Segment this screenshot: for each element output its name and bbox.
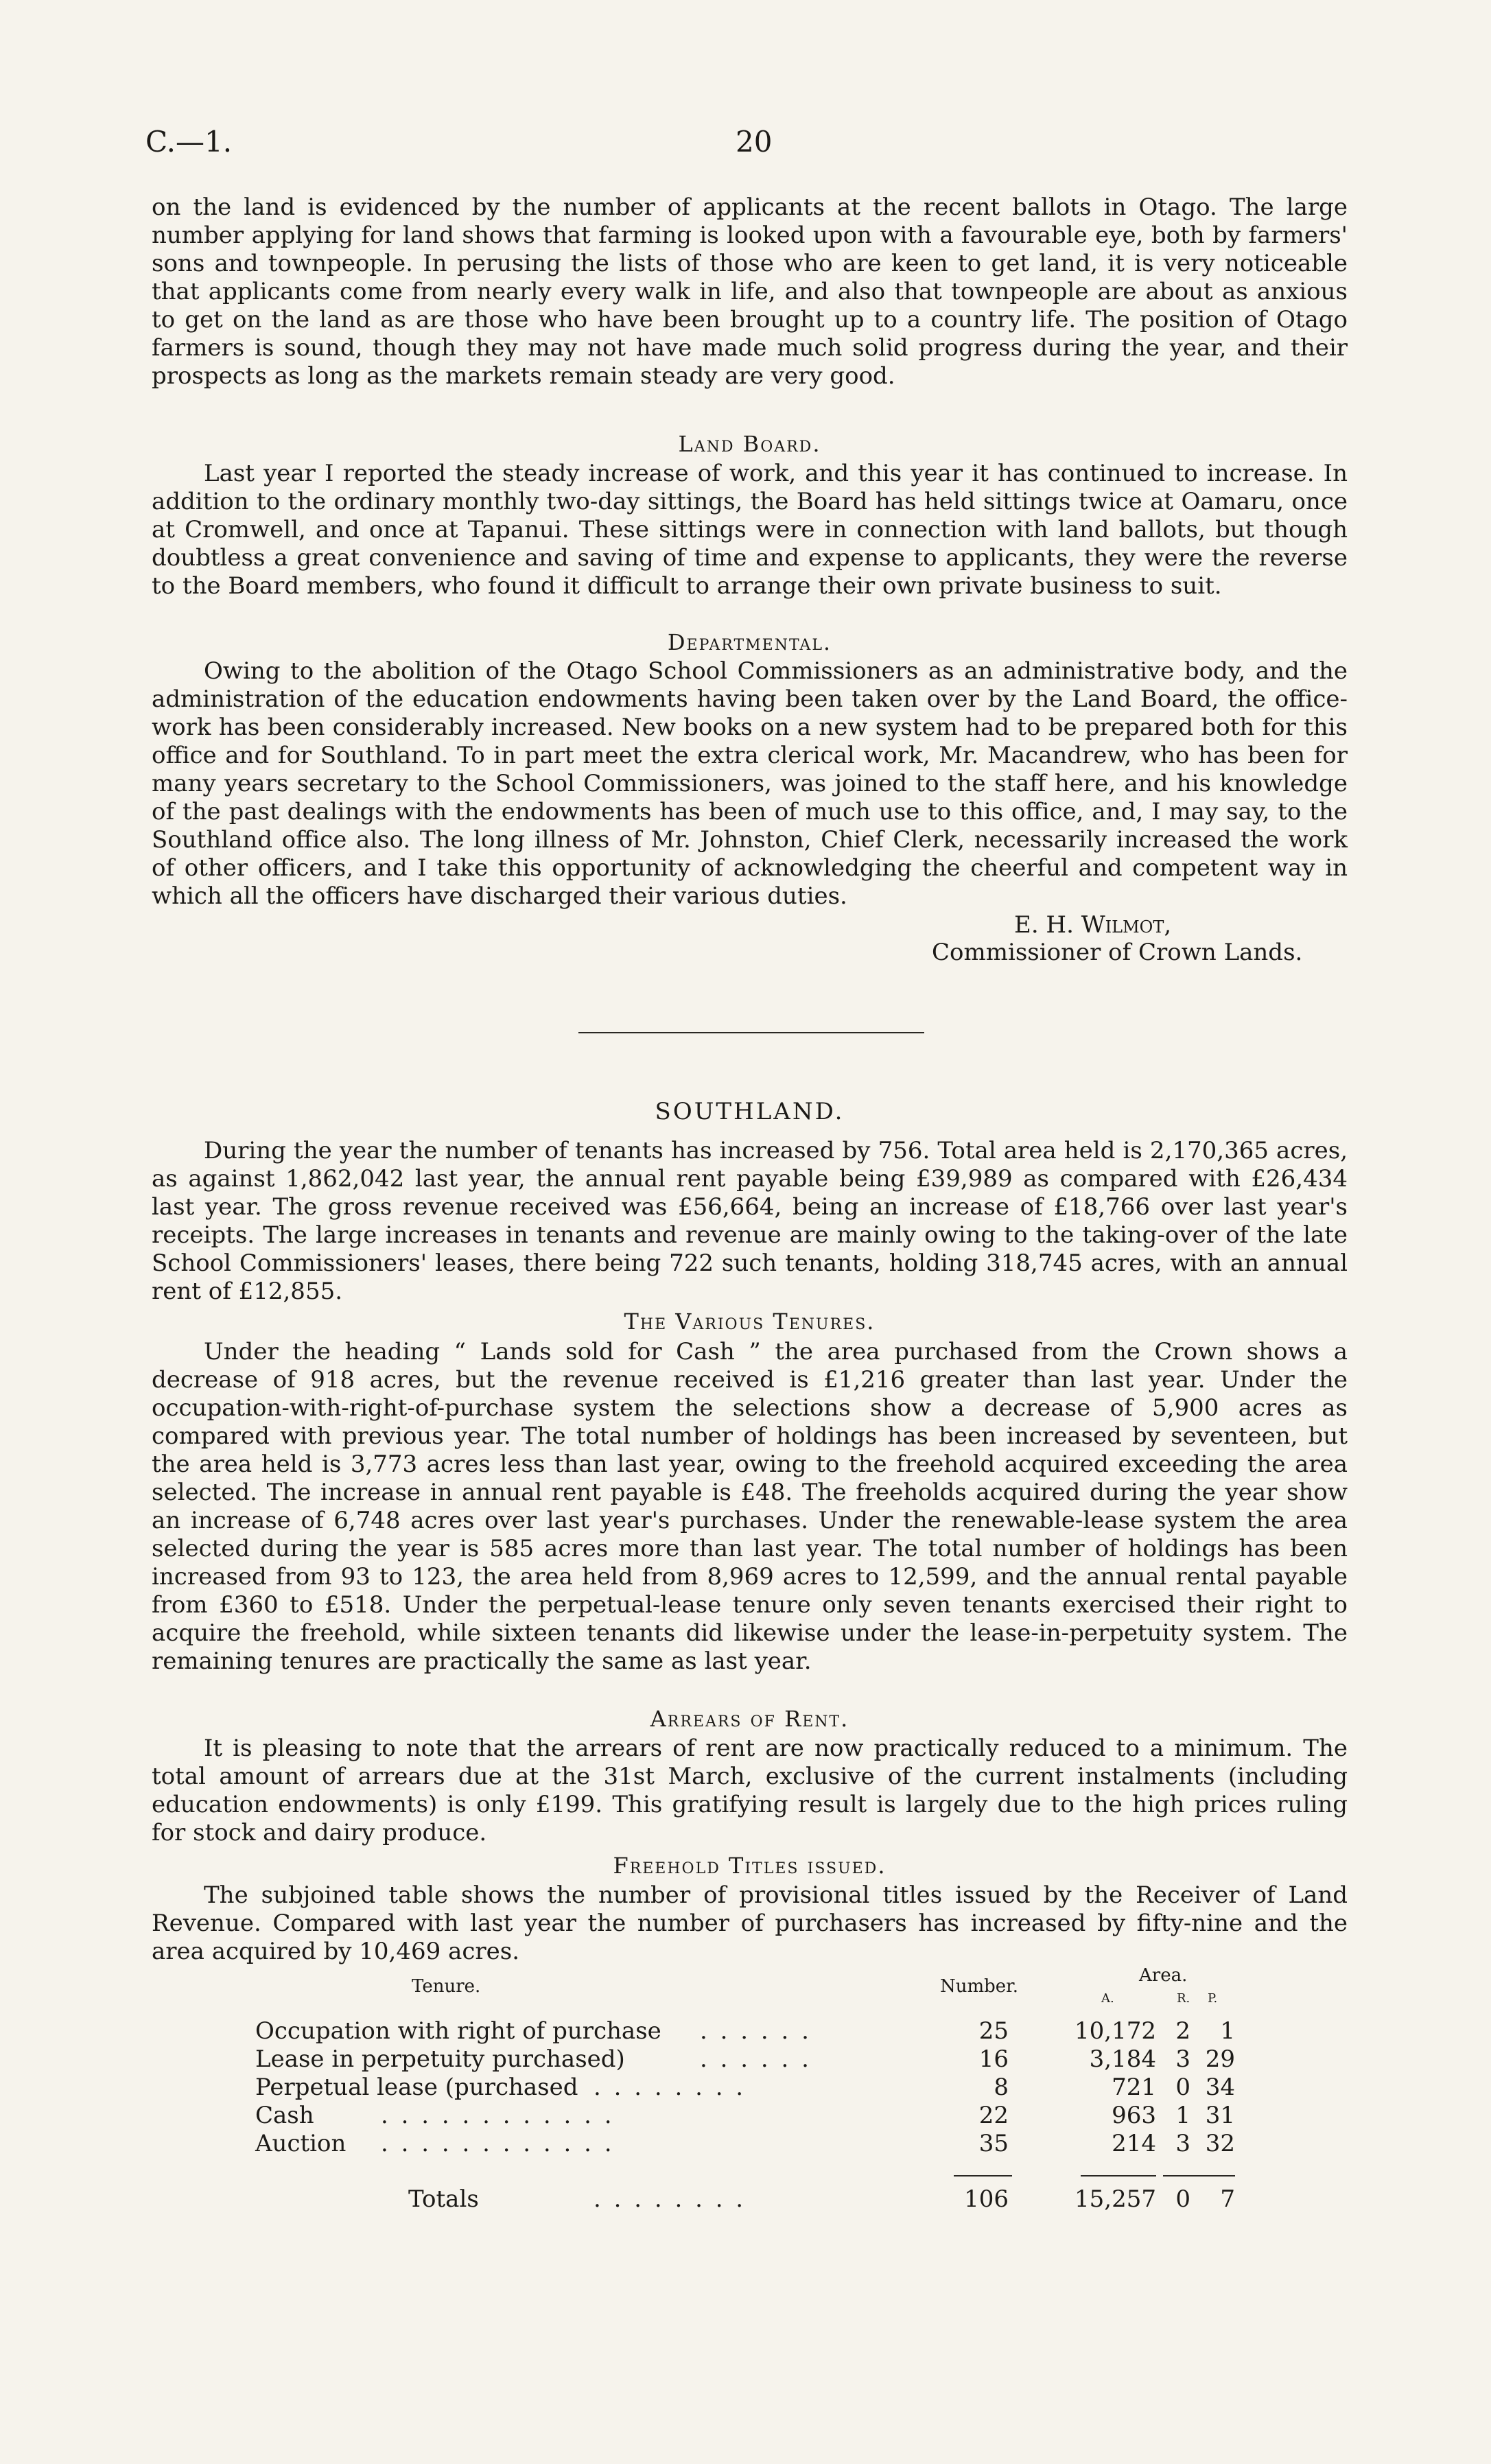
column-header-tenure: Tenure.: [412, 1976, 481, 1997]
number-cell: 35: [978, 2130, 1009, 2157]
acres-cell: 721: [1112, 2074, 1156, 2101]
freehold-paragraph: The subjoined table shows the number of provisional titles issued by the Receiver of Land Revenue. Compared with last year the number of purchasers has increased by fifty-nine and the area acquired by 10,469 acres.: [152, 1881, 1348, 1965]
column-header-roods: R.: [1177, 1991, 1190, 2006]
page-header: [145, 125, 1353, 166]
acres-total-rule: [1081, 2175, 1156, 2176]
leader-dots: . . . . . .: [700, 2045, 812, 2073]
perches-cell: 1: [1220, 2017, 1235, 2045]
leader-dots: . . . . . . . .: [594, 2074, 747, 2101]
freehold-heading: Freehold Titles issued.: [613, 1853, 887, 1879]
leader-dots: . . . . . . . .: [594, 2185, 747, 2213]
acres-cell: 214: [1112, 2130, 1156, 2157]
tenure-cell: Lease in perpetuity purchased): [255, 2045, 625, 2073]
signature-title: Commissioner of Crown Lands.: [932, 939, 1303, 966]
leader-dots: . . . . . .: [700, 2017, 812, 2045]
departmental-paragraph: Owing to the abolition of the Otago School Commissioners as an administrative body, and the administration of the education endowments having been taken over by the Land Board, the office-work has been considerably increased. New books on a new system had to be prepared both for this office and for Southland. To in part meet the extra clerical work, Mr. Macandrew, who has been for many years secretary to the School Commissioners, was joined to the staff here, and his knowledge of the past dealings with the endowments has been of much use to this office, and, I may say, to the Southland office also. The long illness of Mr. Johnston, Chief Clerk, necessarily increased the work of other officers, and I take this opportunity of acknowledging the cheerful and competent way in which all the officers have discharged their various duties.: [152, 657, 1348, 910]
roods-cell: 1: [1175, 2102, 1190, 2129]
departmental-heading: Departmental.: [667, 629, 832, 655]
totals-row: [247, 2185, 1263, 2214]
number-cell: 22: [978, 2102, 1009, 2129]
column-header-perches: P.: [1208, 1991, 1218, 2006]
document-reference: C.—1.: [145, 125, 233, 159]
intro-paragraph: on the land is evidenced by the number of applicants at the recent ballots in Otago. The large number applying for land shows that farming is looked upon with a favourable eye, both by farmers' sons and townpeople. In perusing the lists of those who are keen to get land, it is very noticeable that applicants come from nearly every walk in life, and also that townpeople are about as anxious to get on the land as are those who have been brought up to a country life. The position of Otago farmers is sound, though they may not have made much solid progress during the year, and their prospects as long as the markets remain steady are very good.: [152, 193, 1348, 390]
table-row: [247, 2045, 1263, 2074]
tenure-cell: Perpetual lease (purchased: [255, 2074, 578, 2101]
tenure-cell: Auction: [255, 2130, 347, 2157]
total-roods: 0: [1175, 2185, 1190, 2213]
perches-cell: 29: [1205, 2045, 1235, 2073]
southland-paragraph: During the year the number of tenants has increased by 756. Total area held is 2,170,365 acres, as against 1,862,042 last year, the annual rent payable being £39,989 as compared with £26,434 last year. The gross revenue received was £56,664, being an increase of £18,766 over last year's receipts. The large increases in tenants and revenue are mainly owing to the taking-over of the late School Commissioners' leases, there being 722 such tenants, holding 318,745 acres, with an annual rent of £12,855.: [152, 1137, 1348, 1305]
section-divider: [578, 1032, 924, 1033]
acres-cell: 963: [1112, 2102, 1156, 2129]
page-number: 20: [736, 125, 773, 159]
roods-cell: 3: [1175, 2045, 1190, 2073]
acres-cell: 3,184: [1089, 2045, 1156, 2073]
roods-cell: 3: [1175, 2130, 1190, 2157]
column-header-acres: A.: [1101, 1991, 1114, 2006]
perches-cell: 34: [1205, 2074, 1235, 2101]
tenure-cell: Occupation with right of purchase: [255, 2017, 661, 2045]
tenures-paragraph: Under the heading “ Lands sold for Cash ” the area purchased from the Crown shows a decrease of 918 acres, but the revenue received is £1,216 greater than last year. Under the occupation-with-right-of-purchase system the selections show a decrease of 5,900 acres as compared with previous year. The total number of holdings has been increased by seventeen, but the area held is 3,773 acres less than last year, owing to the freehold acquired exceeding the area selected. The increase in annual rent payable is £48. The freeholds acquired during the year show an increase of 6,748 acres over last year's purchases. Under the renewable-lease system the area selected during the year is 585 acres more than last year. The total number of holdings has been increased from 93 to 123, the area held from 8,969 acres to 12,599, and the annual rental payable from £360 to £518. Under the perpetual-lease tenure only seven tenants exercised their right to acquire the freehold, while sixteen tenants did likewise under the lease-in-perpetuity system. The remaining tenures are practically the same as last year.: [152, 1338, 1348, 1675]
land-board-heading: Land Board.: [678, 431, 821, 457]
perches-cell: 32: [1205, 2130, 1235, 2157]
rp-total-rule: [1163, 2175, 1235, 2176]
number-total-rule: [954, 2175, 1012, 2176]
total-perches: 7: [1220, 2185, 1235, 2213]
perches-cell: 31: [1205, 2102, 1235, 2129]
acres-cell: 10,172: [1075, 2017, 1156, 2045]
total-acres: 15,257: [1075, 2185, 1156, 2213]
land-board-paragraph: Last year I reported the steady increase of work, and this year it has continued to increase. In addition to the ordinary monthly two-day sittings, the Board has held sittings twice at Oamaru, once at Cromwell, and once at Tapanui. These sittings were in connection with land ballots, but though doubtless a great convenience and saving of time and expense to applicants, they were the reverse to the Board members, who found it difficult to arrange their own private business to suit.: [152, 460, 1348, 600]
tenure-cell: Cash: [255, 2102, 314, 2129]
arrears-heading: Arrears of Rent.: [650, 1706, 849, 1732]
table-row: [247, 2017, 1263, 2046]
total-number: 106: [964, 2185, 1009, 2213]
roods-cell: 0: [1175, 2074, 1190, 2101]
leader-dots: . . . . . . . . . . . .: [381, 2102, 615, 2129]
roods-cell: 2: [1175, 2017, 1190, 2045]
table-row: [247, 2074, 1263, 2102]
number-cell: 25: [978, 2017, 1009, 2045]
number-cell: 16: [978, 2045, 1009, 2073]
leader-dots: . . . . . . . . . . . .: [381, 2130, 615, 2157]
table-row: [247, 2102, 1263, 2131]
column-header-number: Number.: [940, 1976, 1019, 1997]
totals-label: Totals: [408, 2185, 479, 2213]
number-cell: 8: [994, 2074, 1009, 2101]
tenures-heading: The Various Tenures.: [624, 1309, 876, 1335]
arrears-paragraph: It is pleasing to note that the arrears of rent are now practically reduced to a minimum. The total amount of arrears due at the 31st March, exclusive of the current instalments (including education endowments) is only £199. This gratifying result is largely due to the high prices ruling for stock and dairy produce.: [152, 1735, 1348, 1846]
southland-heading: SOUTHLAND.: [655, 1098, 845, 1125]
column-header-area: Area.: [1139, 1965, 1188, 1986]
signature-name: E. H. Wilmot,: [1014, 911, 1172, 939]
table-row: [247, 2130, 1263, 2159]
